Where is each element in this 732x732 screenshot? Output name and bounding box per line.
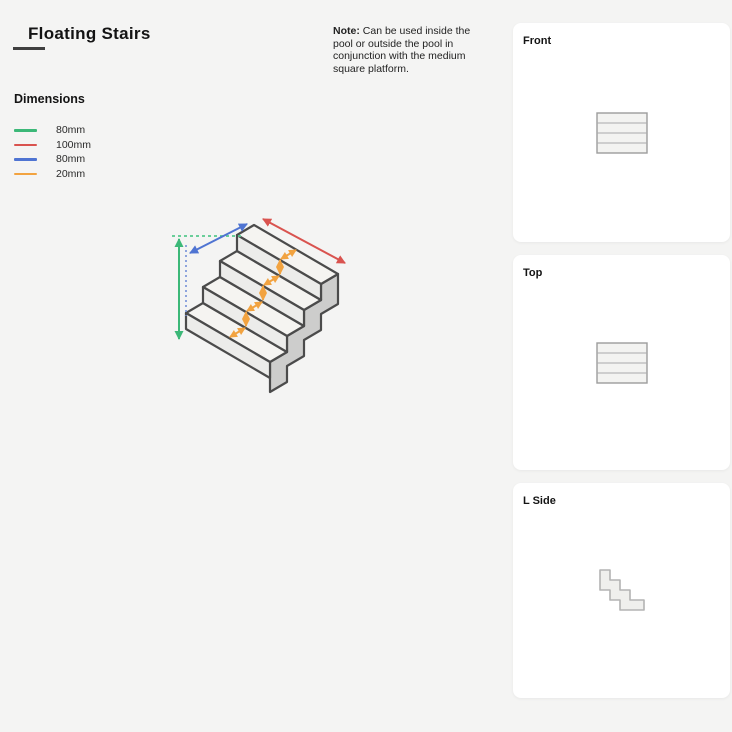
left-side-view-panel [513, 483, 730, 698]
top-view-panel [513, 255, 730, 470]
front-view-diagram [596, 112, 648, 154]
front-view-label: Front [523, 35, 552, 47]
page-title: Floating Stairs [28, 24, 151, 43]
left-side-view-diagram [599, 569, 645, 612]
legend-label: 100mm [56, 138, 92, 151]
top-view-diagram [596, 342, 648, 384]
note-label: Note: [333, 25, 360, 37]
legend-label: 80mm [56, 124, 86, 137]
dimensions-heading: Dimensions [14, 92, 85, 106]
top-view-label: Top [523, 267, 543, 279]
front-view-panel [513, 23, 730, 242]
legend-label: 20mm [56, 168, 86, 181]
left-side-view-label: L Side [523, 495, 556, 507]
legend-label: 80mm [56, 153, 86, 166]
note-body: Can be used inside the pool or outside the pool in conjunction with the medium square platform. [333, 25, 471, 75]
